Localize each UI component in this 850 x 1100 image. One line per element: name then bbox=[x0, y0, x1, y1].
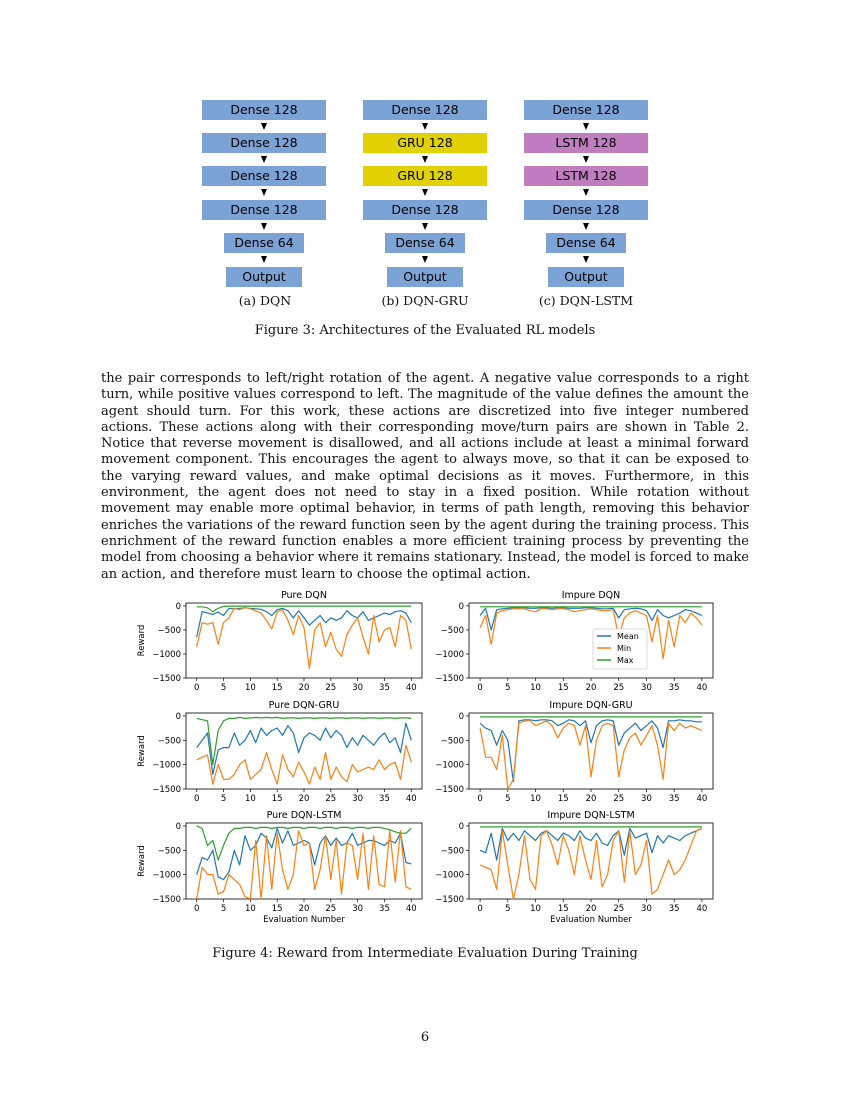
figure-4-caption: Figure 4: Reward from Intermediate Evaluation During Training bbox=[212, 946, 638, 961]
x-tick-label: 20 bbox=[585, 904, 597, 914]
chart-title: Pure DQN-GRU bbox=[268, 700, 340, 711]
x-tick-label: 30 bbox=[641, 683, 652, 693]
x-tick-label: 20 bbox=[298, 904, 310, 914]
x-tick-label: 25 bbox=[325, 794, 337, 804]
y-tick-label: −1000 bbox=[435, 870, 464, 881]
x-tick-label: 20 bbox=[585, 794, 597, 804]
x-tick-label: 0 bbox=[194, 794, 200, 804]
y-tick-label: 0 bbox=[175, 601, 181, 612]
x-tick-label: 10 bbox=[530, 683, 541, 693]
x-tick-label: 15 bbox=[271, 683, 283, 693]
series-line-min bbox=[197, 607, 412, 668]
y-tick-label: 0 bbox=[458, 601, 464, 612]
x-tick-label: 10 bbox=[244, 904, 256, 914]
x-tick-label: 35 bbox=[668, 683, 680, 693]
legend-label-min: Min bbox=[617, 644, 632, 653]
layer-block-1-2: Dense 128 bbox=[202, 133, 326, 153]
x-tick-label: 15 bbox=[271, 904, 283, 914]
x-tick-label: 40 bbox=[405, 904, 417, 914]
layer-block-2-4: Dense 128 bbox=[363, 200, 487, 220]
y-tick-label: 0 bbox=[458, 711, 464, 722]
y-tick-label: −500 bbox=[157, 625, 181, 636]
x-tick-label: 10 bbox=[244, 683, 256, 693]
body-paragraph: the pair corresponds to left/right rotation of the agent. A negative value corresponds to a right turn, while positive values correspond to left. The magnitude of the value defines the amount the agent should turn. For this work, these actions are discretized into five integer numbered actions. These actions along with their corresponding move/turn pairs are shown in Table 2. Notice that reverse movement is disallowed, and all actions include at least a minimal forward movement component. This encourages the agent to always move, so that it can be exposed to the varying reward values, and make optimal decisions as it moves. Furthermore, in this environment, the agent does not need to stay in a fixed position. While rotation without movement may enable more optimal behavior, in terms of path length, removing this behavior enriches the variations of the reward function seen by the agent during the training process. This enrichment of the reward function enables a more efficient training process by preventing the model from choosing a behavior where it remains stationary. Instead, the model is forced to make an action, and therefore must learn to choose the optimal action. bbox=[101, 371, 749, 582]
layer-block-1-1: Dense 128 bbox=[202, 100, 326, 120]
x-tick-label: 35 bbox=[668, 794, 680, 804]
x-tick-label: 25 bbox=[325, 904, 337, 914]
x-tick-label: 15 bbox=[557, 904, 569, 914]
y-tick-label: −1500 bbox=[152, 674, 181, 684]
x-tick-label: 15 bbox=[271, 794, 283, 804]
x-tick-label: 40 bbox=[696, 683, 708, 693]
legend-label-max: Max bbox=[617, 656, 634, 665]
chart-title: Pure DQN-LSTM bbox=[266, 810, 342, 821]
x-tick-label: 0 bbox=[194, 683, 200, 693]
layer-block-3-6: Output bbox=[548, 267, 624, 287]
series-line-min bbox=[197, 745, 412, 784]
y-tick-label: −500 bbox=[440, 736, 464, 747]
y-tick-label: −1000 bbox=[152, 870, 181, 881]
y-tick-label: 0 bbox=[458, 821, 464, 832]
y-tick-label: −1500 bbox=[435, 674, 464, 684]
page-number: 6 bbox=[420, 1030, 430, 1045]
chart-title: Impure DQN bbox=[561, 590, 621, 601]
series-line-max bbox=[197, 717, 412, 764]
y-tick-label: −500 bbox=[157, 736, 181, 747]
y-tick-label: −1000 bbox=[152, 760, 181, 771]
x-tick-label: 30 bbox=[352, 794, 364, 804]
x-tick-label: 30 bbox=[641, 904, 652, 914]
layer-block-2-5: Dense 64 bbox=[385, 233, 465, 253]
series-line-mean bbox=[197, 608, 412, 637]
x-tick-label: 30 bbox=[352, 904, 364, 914]
y-axis-label: Reward bbox=[137, 735, 147, 767]
x-tick-label: 40 bbox=[405, 683, 417, 693]
x-tick-label: 20 bbox=[298, 794, 310, 804]
subcaption-dqn-gru: (b) DQN-GRU bbox=[381, 293, 469, 308]
series-line-min bbox=[480, 828, 702, 899]
x-tick-label: 25 bbox=[613, 794, 625, 804]
x-tick-label: 0 bbox=[194, 904, 200, 914]
layer-block-2-6: Output bbox=[387, 267, 463, 287]
x-tick-label: 25 bbox=[325, 683, 337, 693]
x-tick-label: 10 bbox=[530, 794, 541, 804]
x-tick-label: 5 bbox=[220, 794, 227, 804]
layer-block-1-6: Output bbox=[226, 267, 302, 287]
x-tick-label: 15 bbox=[557, 683, 569, 693]
layer-block-2-2: GRU 128 bbox=[363, 133, 487, 153]
x-tick-label: 5 bbox=[505, 904, 511, 914]
y-tick-label: −500 bbox=[440, 625, 464, 636]
series-line-mean bbox=[480, 608, 702, 630]
y-tick-label: −500 bbox=[157, 846, 181, 857]
y-tick-label: −1500 bbox=[435, 895, 464, 905]
x-tick-label: 35 bbox=[379, 794, 390, 804]
series-line-min bbox=[480, 609, 702, 659]
x-axis-label: Evaluation Number bbox=[263, 915, 345, 925]
x-tick-label: 15 bbox=[557, 794, 569, 804]
x-tick-label: 25 bbox=[613, 683, 625, 693]
x-tick-label: 20 bbox=[585, 683, 597, 693]
y-tick-label: −1500 bbox=[152, 785, 181, 795]
layer-block-3-1: Dense 128 bbox=[524, 100, 648, 120]
x-axis-label: Evaluation Number bbox=[550, 915, 632, 925]
x-tick-label: 5 bbox=[220, 904, 227, 914]
x-tick-label: 35 bbox=[668, 904, 680, 914]
y-tick-label: −500 bbox=[440, 846, 464, 857]
layer-block-3-3: LSTM 128 bbox=[524, 166, 648, 186]
chart-title: Impure DQN-LSTM bbox=[547, 810, 635, 821]
x-tick-label: 35 bbox=[379, 683, 390, 693]
x-tick-label: 30 bbox=[352, 683, 364, 693]
series-line-mean bbox=[480, 828, 702, 860]
x-tick-label: 0 bbox=[477, 794, 483, 804]
x-tick-label: 40 bbox=[696, 904, 708, 914]
x-tick-label: 5 bbox=[220, 683, 227, 693]
layer-block-3-4: Dense 128 bbox=[524, 200, 648, 220]
subcaption-dqn: (a) DQN bbox=[238, 293, 292, 308]
x-tick-label: 40 bbox=[696, 794, 708, 804]
layer-block-1-4: Dense 128 bbox=[202, 200, 326, 220]
y-tick-label: 0 bbox=[175, 821, 181, 832]
layer-block-2-1: Dense 128 bbox=[363, 100, 487, 120]
x-tick-label: 10 bbox=[244, 794, 256, 804]
series-line-mean bbox=[197, 828, 412, 879]
series-line-mean bbox=[197, 723, 412, 774]
x-tick-label: 5 bbox=[505, 683, 511, 693]
layer-block-1-3: Dense 128 bbox=[202, 166, 326, 186]
chart-frame bbox=[469, 713, 713, 789]
subcaption-dqn-lstm: (c) DQN-LSTM bbox=[538, 293, 634, 308]
layer-block-1-5: Dense 64 bbox=[224, 233, 304, 253]
y-tick-label: −1000 bbox=[435, 649, 464, 660]
y-tick-label: −1500 bbox=[152, 895, 181, 905]
x-tick-label: 25 bbox=[613, 904, 625, 914]
layer-block-3-2: LSTM 128 bbox=[524, 133, 648, 153]
x-tick-label: 5 bbox=[505, 794, 511, 804]
x-tick-label: 20 bbox=[298, 683, 310, 693]
series-line-min bbox=[480, 721, 702, 789]
figure-3-caption: Figure 3: Architectures of the Evaluated RL models bbox=[254, 323, 596, 338]
chart-title: Impure DQN-GRU bbox=[549, 700, 633, 711]
x-tick-label: 40 bbox=[405, 794, 417, 804]
y-axis-label: Reward bbox=[137, 624, 147, 657]
layer-block-2-3: GRU 128 bbox=[363, 166, 487, 186]
y-tick-label: −1000 bbox=[152, 649, 181, 660]
y-tick-label: −1000 bbox=[435, 760, 464, 771]
y-tick-label: 0 bbox=[175, 711, 181, 722]
layer-block-3-5: Dense 64 bbox=[546, 233, 626, 253]
x-tick-label: 10 bbox=[530, 904, 541, 914]
x-tick-label: 0 bbox=[477, 683, 483, 693]
chart-title: Pure DQN bbox=[280, 590, 328, 601]
x-tick-label: 35 bbox=[379, 904, 390, 914]
x-tick-label: 0 bbox=[477, 904, 483, 914]
legend-label-mean: Mean bbox=[617, 632, 639, 641]
y-axis-label: Reward bbox=[137, 845, 147, 877]
x-tick-label: 30 bbox=[641, 794, 652, 804]
y-tick-label: −1500 bbox=[435, 785, 464, 795]
